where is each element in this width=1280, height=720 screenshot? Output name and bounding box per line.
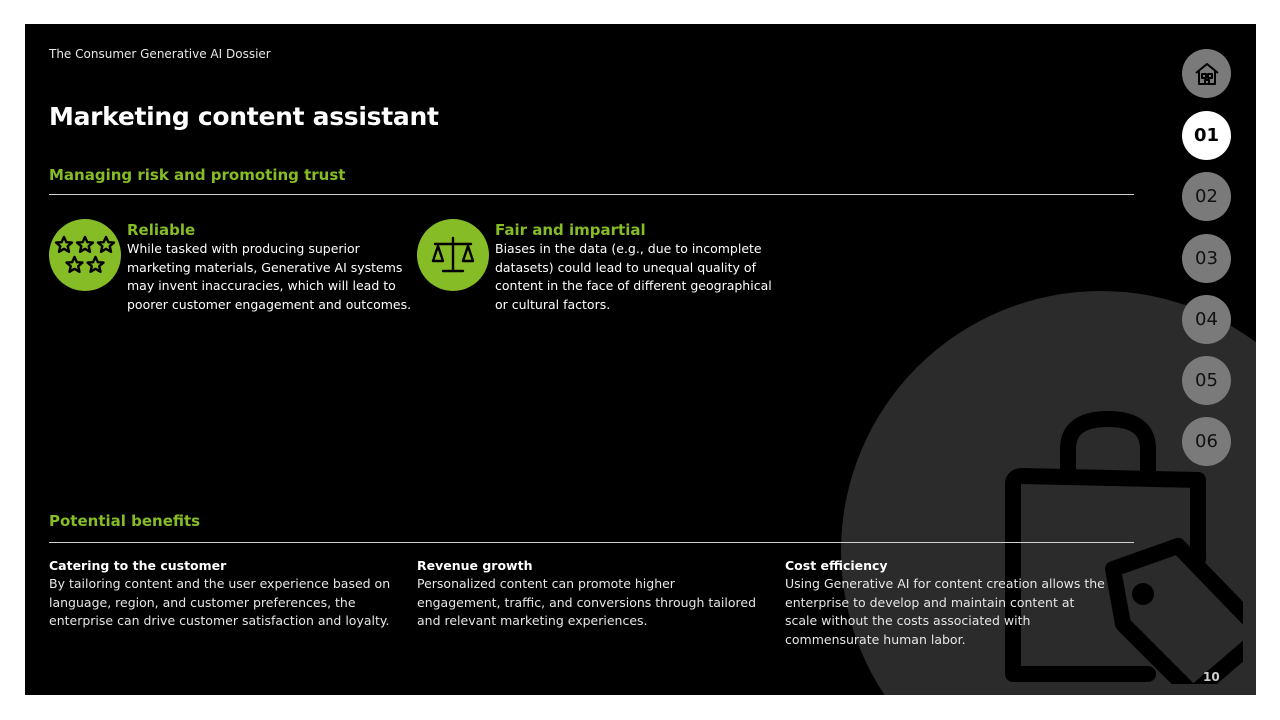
page-number: 10 bbox=[1203, 670, 1220, 684]
risk-title-reliable: Reliable bbox=[127, 221, 196, 239]
section-divider bbox=[49, 194, 1134, 195]
benefits-section-heading: Potential benefits bbox=[49, 512, 201, 530]
risk-text-fair: Biases in the data (e.g., due to incomplete datasets) could lead to unequal quality of content in the face of different geographical or cultural factors. bbox=[495, 241, 772, 312]
benefit-text: Personalized content can promote higher engagement, traffic, and conversions through tailored and relevant marketing experiences. bbox=[417, 576, 757, 629]
nav-item-04[interactable]: 04 bbox=[1182, 295, 1231, 344]
nav-item-06[interactable]: 06 bbox=[1182, 417, 1231, 466]
page-title: Marketing content assistant bbox=[49, 102, 439, 131]
risk-text-reliable: While tasked with producing superior marketing materials, Generative AI systems may invent inaccuracies, which will lead to poorer customer engagement and outcomes. bbox=[127, 241, 412, 312]
scales-icon bbox=[417, 219, 489, 291]
nav-item-05[interactable]: 05 bbox=[1182, 356, 1231, 405]
stars-icon bbox=[49, 219, 121, 291]
benefit-title: Revenue growth bbox=[417, 558, 533, 573]
slide bbox=[25, 24, 1256, 695]
risk-title-fair: Fair and impartial bbox=[495, 221, 646, 239]
section-divider bbox=[49, 542, 1134, 543]
benefit-title: Catering to the customer bbox=[49, 558, 227, 573]
document-title: The Consumer Generative AI Dossier bbox=[49, 47, 271, 61]
benefit-title: Cost efficiency bbox=[785, 558, 888, 573]
nav-item-03[interactable]: 03 bbox=[1182, 234, 1231, 283]
nav-item-02[interactable]: 02 bbox=[1182, 172, 1231, 221]
benefit-customer bbox=[49, 557, 394, 631]
risk-section-heading: Managing risk and promoting trust bbox=[49, 166, 346, 184]
home-button[interactable] bbox=[1182, 49, 1231, 98]
benefit-text: By tailoring content and the user experience based on language, region, and customer preferences, the enterprise can drive customer satisfaction and loyalty. bbox=[49, 576, 391, 629]
benefit-cost bbox=[785, 557, 1105, 649]
nav-item-01[interactable]: 01 bbox=[1182, 111, 1231, 160]
home-icon bbox=[1193, 60, 1221, 88]
benefit-revenue bbox=[417, 557, 762, 631]
benefit-text: Using Generative AI for content creation allows the enterprise to develop and maintain content at scale without the costs associated with commensurate human labor. bbox=[785, 576, 1105, 647]
